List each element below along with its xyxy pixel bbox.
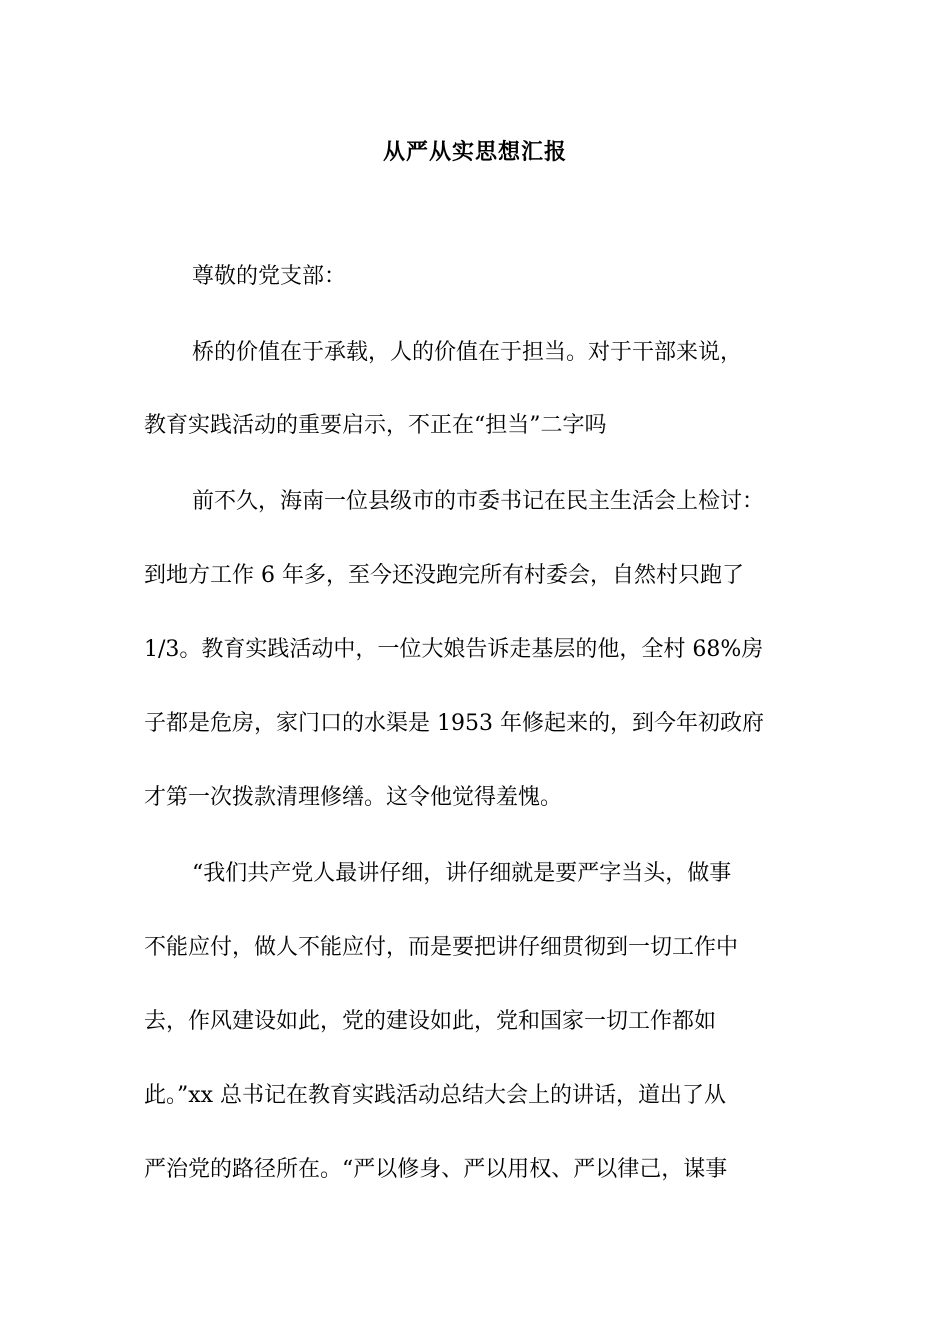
paragraph-3-line-2: 不能应付，做人不能应付，而是要把讲仔细贯彻到一切工作中 (144, 935, 739, 960)
paragraph-3-line-4: 此。”xx 总书记在教育实践活动总结大会上的讲话，道出了从 (144, 1083, 727, 1108)
paragraph-2-line-5: 才第一次拨款清理修缮。这令他觉得羞愧。 (144, 785, 563, 810)
paragraph-2-line-2: 到地方工作 6 年多，至今还没跑完所有村委会，自然村只跑了 (144, 563, 744, 588)
paragraph-2-line-4: 子都是危房，家门口的水渠是 1953 年修起来的，到今年初政府 (144, 711, 764, 736)
paragraph-1-line-2: 教育实践活动的重要启示，不正在“担当”二字吗 (144, 413, 607, 438)
salutation-line: 尊敬的党支部： (192, 264, 347, 289)
paragraph-2-line-3: 1/3。教育实践活动中，一位大娘告诉走基层的他，全村 68%房 (144, 637, 764, 662)
paragraph-2-line-1: 前不久，海南一位县级市的市委书记在民主生活会上检讨： (192, 489, 765, 514)
paragraph-3-line-3: 去，作风建设如此，党的建设如此，党和国家一切工作都如 (144, 1009, 717, 1034)
paragraph-1-line-1: 桥的价值在于承载，人的价值在于担当。对于干部来说， (192, 340, 743, 365)
paragraph-3-line-5: 严治党的路径所在。“严以修身、严以用权、严以律己，谋事 (144, 1157, 728, 1182)
document-title: 从严从实思想汇报 (382, 139, 567, 165)
paragraph-3-line-1: “我们共产党人最讲仔细，讲仔细就是要严字当头，做事 (192, 861, 732, 886)
